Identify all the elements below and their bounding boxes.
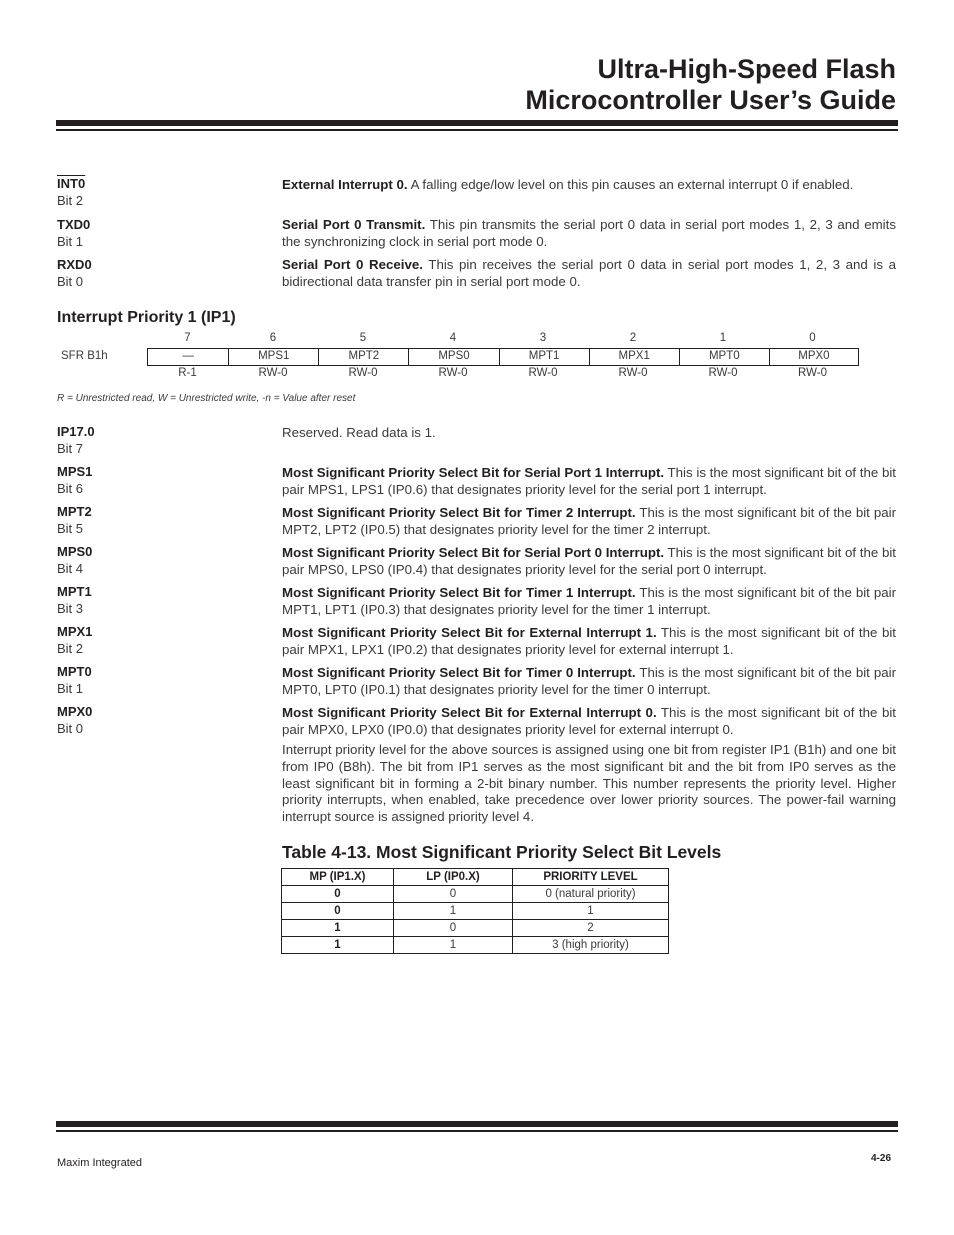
bit-number: Bit 1 <box>57 234 84 249</box>
register-field: MPT0 <box>680 349 770 365</box>
bit-signature <box>57 216 277 250</box>
register-access: R-1 <box>178 367 197 379</box>
bit-signature <box>57 663 277 697</box>
bit-name: MPT2 <box>57 504 92 519</box>
footer-company: Maxim Integrated <box>57 1157 142 1169</box>
register-bit-index: 4 <box>449 332 457 344</box>
bit-number: Bit 6 <box>57 481 84 496</box>
bit-description-title: Most Significant Priority Select Bit for Serial Port 1 Interrupt. <box>282 465 665 480</box>
table-cell: 1 <box>513 903 669 920</box>
bit-signature <box>57 703 277 737</box>
register-bit-index: 3 <box>539 332 547 344</box>
title-line-1: Ultra-High-Speed Flash <box>597 54 896 84</box>
bit-description-title: Most Significant Priority Select Bit for Timer 2 Interrupt. <box>282 505 636 520</box>
table-header-row <box>282 869 669 886</box>
table-header-cell: LP (IP0.X) <box>394 869 513 886</box>
bit-description-text: This is the most significant bit of the bit pair MPS1, LPS1 (IP0.6) that designates priority level for the serial port 1 interrupt. <box>282 465 896 497</box>
bit-description <box>282 256 896 290</box>
table-header-cell: PRIORITY LEVEL <box>513 869 669 886</box>
table-row <box>282 903 669 920</box>
register-field-box <box>147 348 859 366</box>
bit-name: RXD0 <box>57 257 92 272</box>
bit-description <box>282 584 896 618</box>
bit-description <box>282 424 896 441</box>
table-row <box>282 886 669 903</box>
bit-description <box>282 544 896 578</box>
footer-rule-thin <box>56 1130 898 1132</box>
bit-signature <box>57 175 277 209</box>
bit-number: Bit 5 <box>57 521 84 536</box>
bit-description-text: This pin receives the serial port 0 data in serial port modes 1, 2, 3 and is a bidirectional data transfer pin in serial port mode 0. <box>282 257 896 289</box>
register-bit-index: 6 <box>269 332 277 344</box>
register-note: R = Unrestricted read, W = Unrestricted write, -n = Value after reset <box>57 393 356 404</box>
bit-description <box>282 664 896 698</box>
bit-description-text: This is the most significant bit of the bit pair MPT1, LPT1 (IP0.3) that designates priority level for the timer 1 interrupt. <box>282 585 896 617</box>
priority-level-table <box>281 868 669 954</box>
bit-description-title: Serial Port 0 Receive. <box>282 257 423 272</box>
bit-signature <box>57 463 277 497</box>
register-bit-index: 7 <box>184 332 191 344</box>
bit-signature <box>57 543 277 577</box>
register-access: RW-0 <box>258 367 288 379</box>
register-access-row <box>147 367 859 379</box>
bit-name: INT0 <box>57 176 86 191</box>
table-cell: 1 <box>282 920 394 937</box>
bit-description-text: This is the most significant bit of the bit pair MPT0, LPT0 (IP0.1) that designates priority level for the timer 0 interrupt. <box>282 665 896 697</box>
priority-paragraph: Interrupt priority level for the above sources is assigned using one bit from register IP1 (B1h) and one bit from IP0 (B8h). The bit from IP1 serves as the most significant bit and the bit from IP0 serves as the least significant bit in forming a 2-bit binary number. This number represents the priority level. Higher priority interrupts, when enabled, take precedence over lower priority sources. The power-fail warning interrupt source is assigned priority level 4. <box>282 742 896 825</box>
bit-description-title: Most Significant Priority Select Bit for Serial Port 0 Interrupt. <box>282 545 665 560</box>
bit-number: Bit 7 <box>57 441 84 456</box>
register-bit-index: 5 <box>359 332 367 344</box>
bit-description-text: Reserved. Read data is 1. <box>282 425 436 440</box>
table-row <box>282 920 669 937</box>
register-field: MPS1 <box>229 349 319 365</box>
register-access: RW-0 <box>618 367 648 379</box>
table-cell: 3 (high priority) <box>513 937 669 954</box>
bit-name: IP17.0 <box>57 424 95 439</box>
bit-name: MPX0 <box>57 704 93 719</box>
bit-signature <box>57 256 277 290</box>
bit-description <box>282 504 896 538</box>
bit-number: Bit 4 <box>57 561 84 576</box>
footer-rule-thick <box>56 1121 898 1127</box>
bit-description <box>282 216 896 250</box>
table-cell: 1 <box>394 903 513 920</box>
table-cell: 2 <box>513 920 669 937</box>
bit-description-text: This pin transmits the serial port 0 data in serial port modes 1, 2, 3 and emits the synchronizing clock in serial port mode 0. <box>282 217 896 249</box>
bit-signature <box>57 583 277 617</box>
register-access: RW-0 <box>528 367 558 379</box>
table-caption: Table 4-13. Most Significant Priority Select Bit Levels <box>282 842 722 862</box>
bit-signature <box>57 503 277 537</box>
bit-description-text: This is the most significant bit of the bit pair MPT2, LPT2 (IP0.5) that designates priority level for the timer 2 interrupt. <box>282 505 896 537</box>
bit-description <box>282 176 896 193</box>
bit-description-title: Serial Port 0 Transmit. <box>282 217 426 232</box>
bit-name: MPT0 <box>57 664 92 679</box>
register-sfr-label: SFR B1h <box>61 350 108 362</box>
section-heading: Interrupt Priority 1 (IP1) <box>57 309 236 326</box>
table-row <box>282 937 669 954</box>
table-cell: 1 <box>282 937 394 954</box>
table-cell: 1 <box>394 937 513 954</box>
bit-description-title: Most Significant Priority Select Bit for External Interrupt 0. <box>282 705 657 720</box>
bit-description-text: This is the most significant bit of the bit pair MPX0, LPX0 (IP0.0) that designates priority level for external interrupt 0. <box>282 705 896 737</box>
bit-description-text: This is the most significant bit of the bit pair MPX1, LPX1 (IP0.2) that designates priority level for external interrupt 1. <box>282 625 896 657</box>
bit-name: MPS0 <box>57 544 93 559</box>
bit-description-text: A falling edge/low level on this pin causes an external interrupt 0 if enabled. <box>407 177 854 192</box>
register-diagram <box>57 330 862 390</box>
title-line-2: Microcontroller User’s Guide <box>525 85 896 115</box>
register-access: RW-0 <box>348 367 378 379</box>
bit-name: TXD0 <box>57 217 91 232</box>
register-field: MPX0 <box>798 350 830 362</box>
header-rule-thin <box>56 129 898 131</box>
bit-description-title: Most Significant Priority Select Bit for External Interrupt 1. <box>282 625 657 640</box>
bit-number: Bit 2 <box>57 193 84 208</box>
table-cell: 0 <box>394 886 513 903</box>
bit-number: Bit 3 <box>57 601 84 616</box>
register-field: MPX1 <box>590 349 680 365</box>
register-bit-index: 0 <box>809 332 816 344</box>
bit-number: Bit 0 <box>57 721 84 736</box>
register-field: MPS0 <box>409 349 499 365</box>
header-rule-thick <box>56 120 898 126</box>
bit-description <box>282 624 896 658</box>
bit-name: MPS1 <box>57 464 93 479</box>
register-bit-index: 1 <box>719 332 727 344</box>
bit-description-text: This is the most significant bit of the bit pair MPS0, LPS0 (IP0.4) that designates priority level for the serial port 0 interrupt. <box>282 545 896 577</box>
bit-signature <box>57 423 277 457</box>
bit-signature <box>57 623 277 657</box>
table-cell: 0 <box>394 920 513 937</box>
bit-number: Bit 0 <box>57 274 84 289</box>
bit-description-title: External Interrupt 0. <box>282 177 408 192</box>
bit-description <box>282 704 896 738</box>
register-access: RW-0 <box>438 367 468 379</box>
table-cell: 0 (natural priority) <box>513 886 669 903</box>
bit-description-title: Most Significant Priority Select Bit for Timer 0 Interrupt. <box>282 665 636 680</box>
table-header-cell: MP (IP1.X) <box>282 869 394 886</box>
table-cell: 0 <box>282 903 394 920</box>
register-access: RW-0 <box>708 367 738 379</box>
register-bit-index: 2 <box>629 332 637 344</box>
register-field: MPT2 <box>319 349 409 365</box>
bit-name: MPX1 <box>57 624 93 639</box>
register-bit-index-row <box>147 332 859 344</box>
bit-name: MPT1 <box>57 584 92 599</box>
register-field: — <box>148 349 229 365</box>
register-field: MPT1 <box>500 349 590 365</box>
table-cell: 0 <box>282 886 394 903</box>
bit-number: Bit 2 <box>57 641 84 656</box>
bit-number: Bit 1 <box>57 681 84 696</box>
page-title <box>525 54 896 116</box>
register-access: RW-0 <box>798 367 827 379</box>
bit-description-title: Most Significant Priority Select Bit for Timer 1 Interrupt. <box>282 585 636 600</box>
bit-description <box>282 464 896 498</box>
footer-page-number: 4-26 <box>870 1153 891 1164</box>
